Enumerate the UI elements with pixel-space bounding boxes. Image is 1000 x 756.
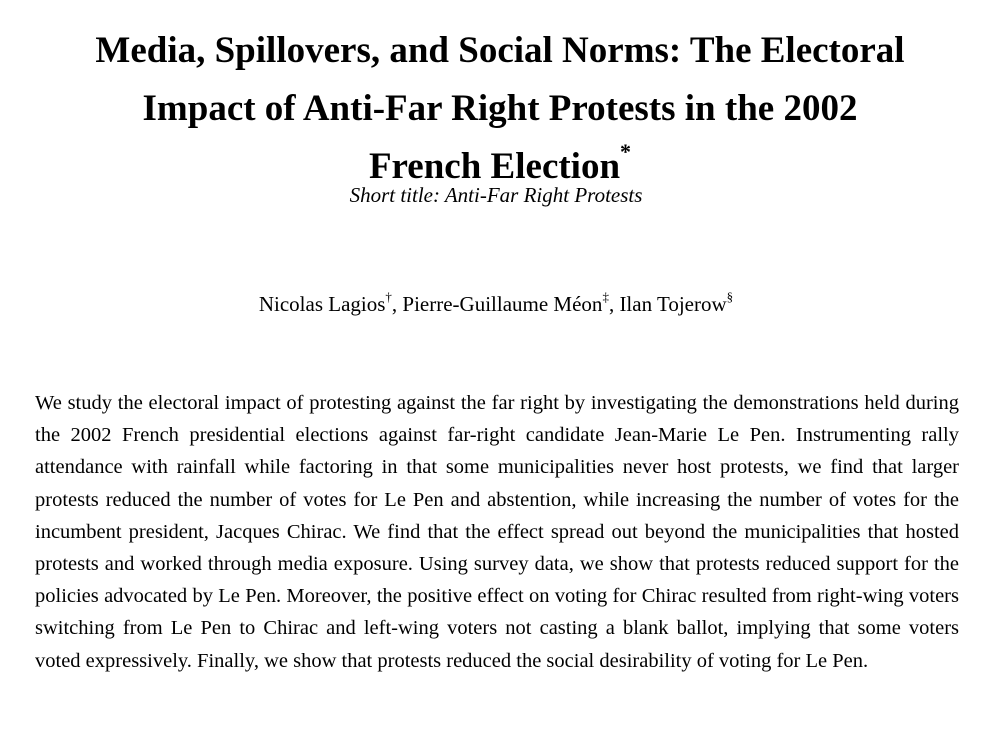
author-name: Ilan Tojerow (619, 292, 727, 316)
author-list (0, 289, 992, 319)
author-separator: , (391, 292, 403, 316)
paper-title (40, 22, 960, 196)
author-footnote-marker[interactable]: † (385, 289, 392, 304)
author-separator: , (608, 292, 620, 316)
abstract-text: We study the electoral impact of protesting against the far right by investigating the demonstrations held during the 2002 French presidential elections against far-right candidate Jean-Marie Le Pen. Instrumenting rally attendance with rainfall while factoring in that some municipalities never host protests, we find that larger protests reduced the number of votes for Le Pen and abstention, while increasing the number of votes for the incumbent president, Jacques Chirac. We find that the effect spread out beyond the municipalities that hosted protests and worked through media exposure. Using survey data, we show that protests reduced support for the policies advocated by Le Pen. Moreover, the positive effect on voting for Chirac resulted from right-wing voters switching from Le Pen to Chirac and left-wing voters not casting a blank ballot, implying that some voters voted expressively. Finally, we show that protests reduced the social desirability of voting for Le Pen. (35, 392, 959, 672)
short-title: Short title: Anti-Far Right Protests (349, 183, 643, 207)
author-name: Nicolas Lagios (258, 292, 386, 316)
author-footnote-marker[interactable]: § (726, 289, 734, 304)
title-line-1: Media, Spillovers, and Social Norms: The Electoral (95, 30, 905, 71)
author-footnote-marker[interactable]: ‡ (602, 289, 609, 304)
author-name: Pierre-Guillaume Méon (402, 292, 603, 316)
title-line-2: Impact of Anti-Far Right Protests in the 2002 (142, 88, 858, 129)
title-footnote-marker[interactable]: * (620, 138, 632, 164)
title-line-3: French Election (368, 146, 621, 187)
